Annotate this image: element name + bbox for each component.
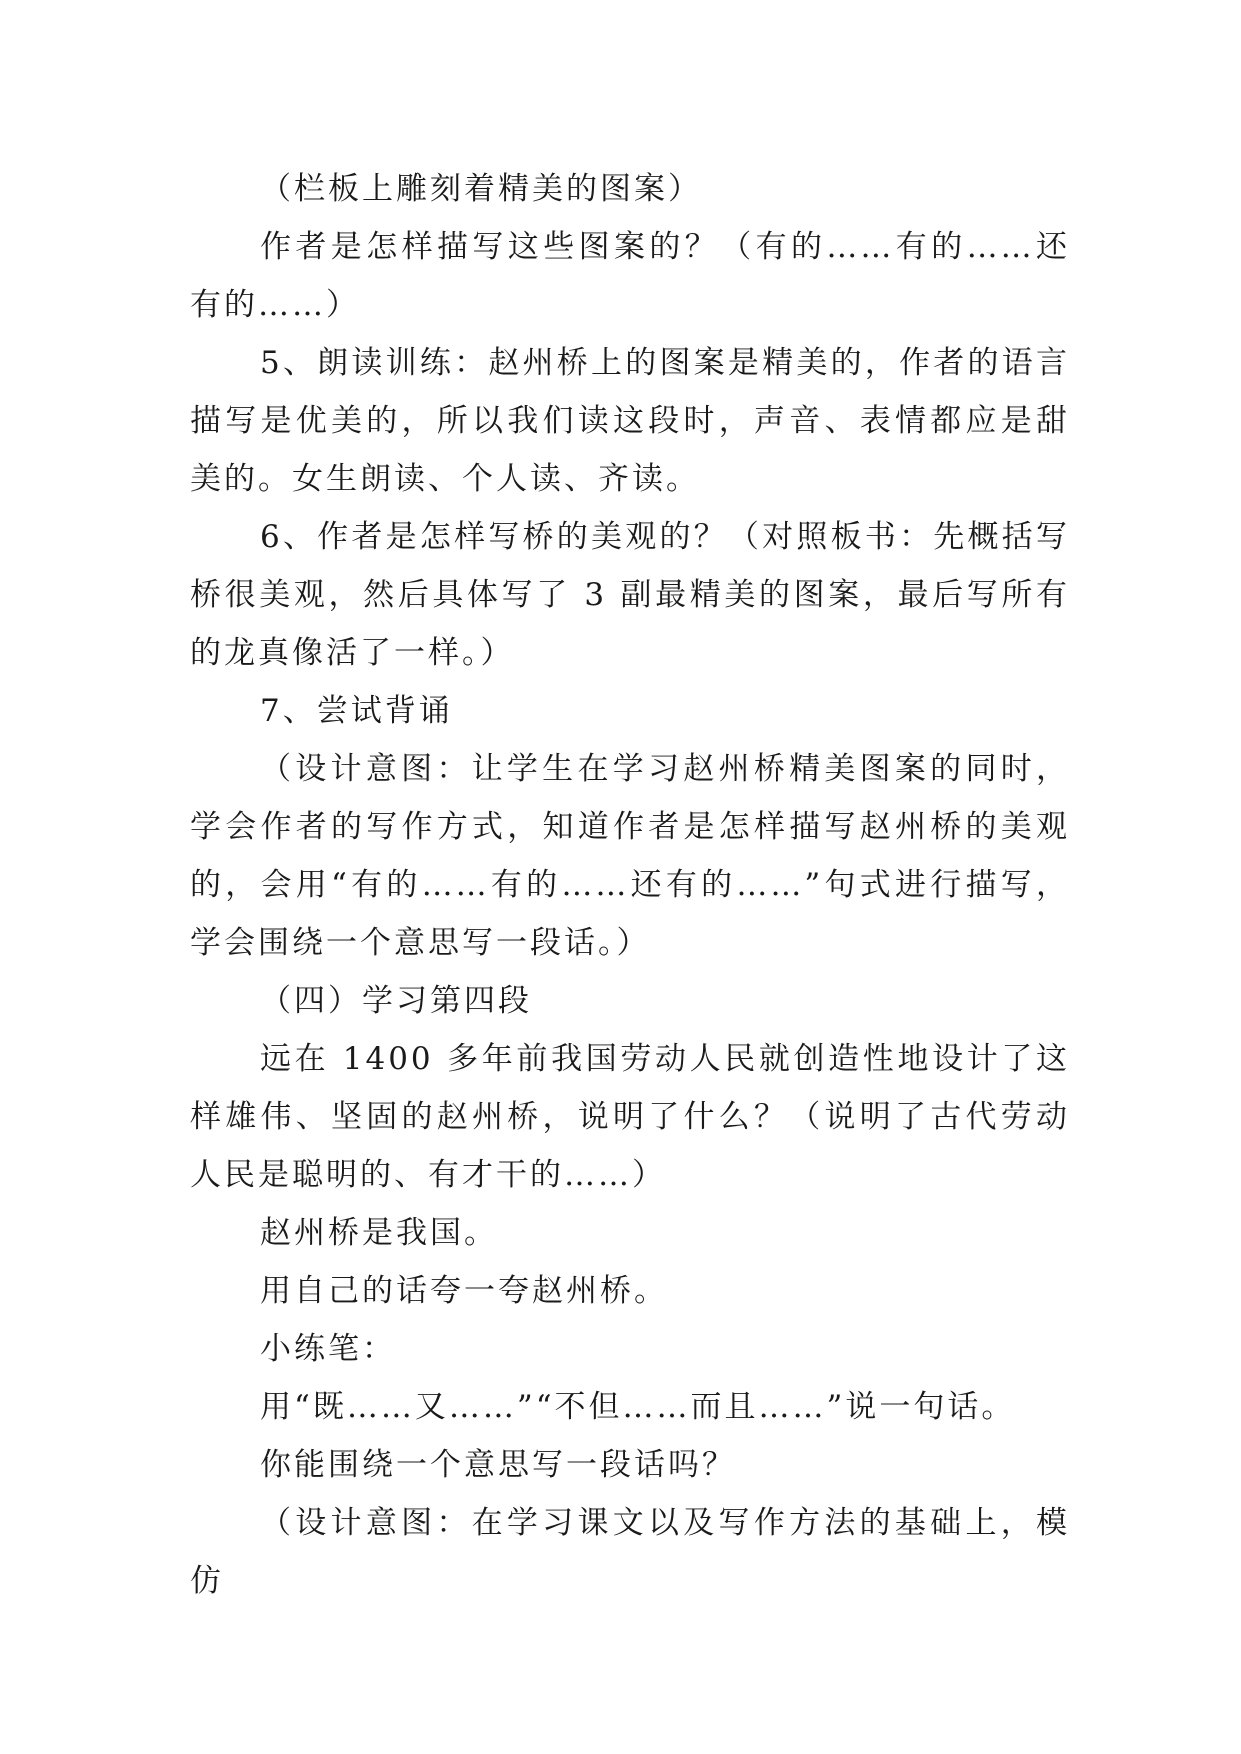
paragraph: （设计意图：让学生在学习赵州桥精美图案的同时，学会作者的写作方式，知道作者是怎样描写赵州桥的美观的，会用“有的……有的……还有的……”句式进行描写，学会围绕一个意思写一段话。） xyxy=(190,751,1070,961)
paragraph: 小练笔： xyxy=(260,1331,396,1367)
document-body xyxy=(190,160,1070,1610)
paragraph: 用“既……又……”“不但……而且……”说一句话。 xyxy=(260,1389,1016,1425)
paragraph: （栏板上雕刻着精美的图案） xyxy=(260,171,702,207)
paragraph: 6、作者是怎样写桥的美观的？（对照板书：先概括写桥很美观，然后具体写了 3 副最精美的图案，最后写所有的龙真像活了一样。） xyxy=(190,519,1070,671)
paragraph: 赵州桥是我国。 xyxy=(260,1215,498,1251)
paragraph: 7、尝试背诵 xyxy=(260,693,453,729)
section-heading: （四）学习第四段 xyxy=(260,983,532,1019)
paragraph: 你能围绕一个意思写一段话吗？ xyxy=(260,1447,736,1483)
paragraph: 5、朗读训练：赵州桥上的图案是精美的，作者的语言描写是优美的，所以我们读这段时，声音、表情都应是甜美的。女生朗读、个人读、齐读。 xyxy=(190,345,1070,497)
paragraph: 远在 1400 多年前我国劳动人民就创造性地设计了这样雄伟、坚固的赵州桥，说明了什么？（说明了古代劳动人民是聪明的、有才干的……） xyxy=(190,1041,1070,1193)
paragraph: （设计意图：在学习课文以及写作方法的基础上，模仿 xyxy=(190,1505,1070,1599)
paragraph: 用自己的话夸一夸赵州桥。 xyxy=(260,1273,668,1309)
paragraph: 作者是怎样描写这些图案的？（有的……有的……还有的……） xyxy=(190,229,1070,323)
